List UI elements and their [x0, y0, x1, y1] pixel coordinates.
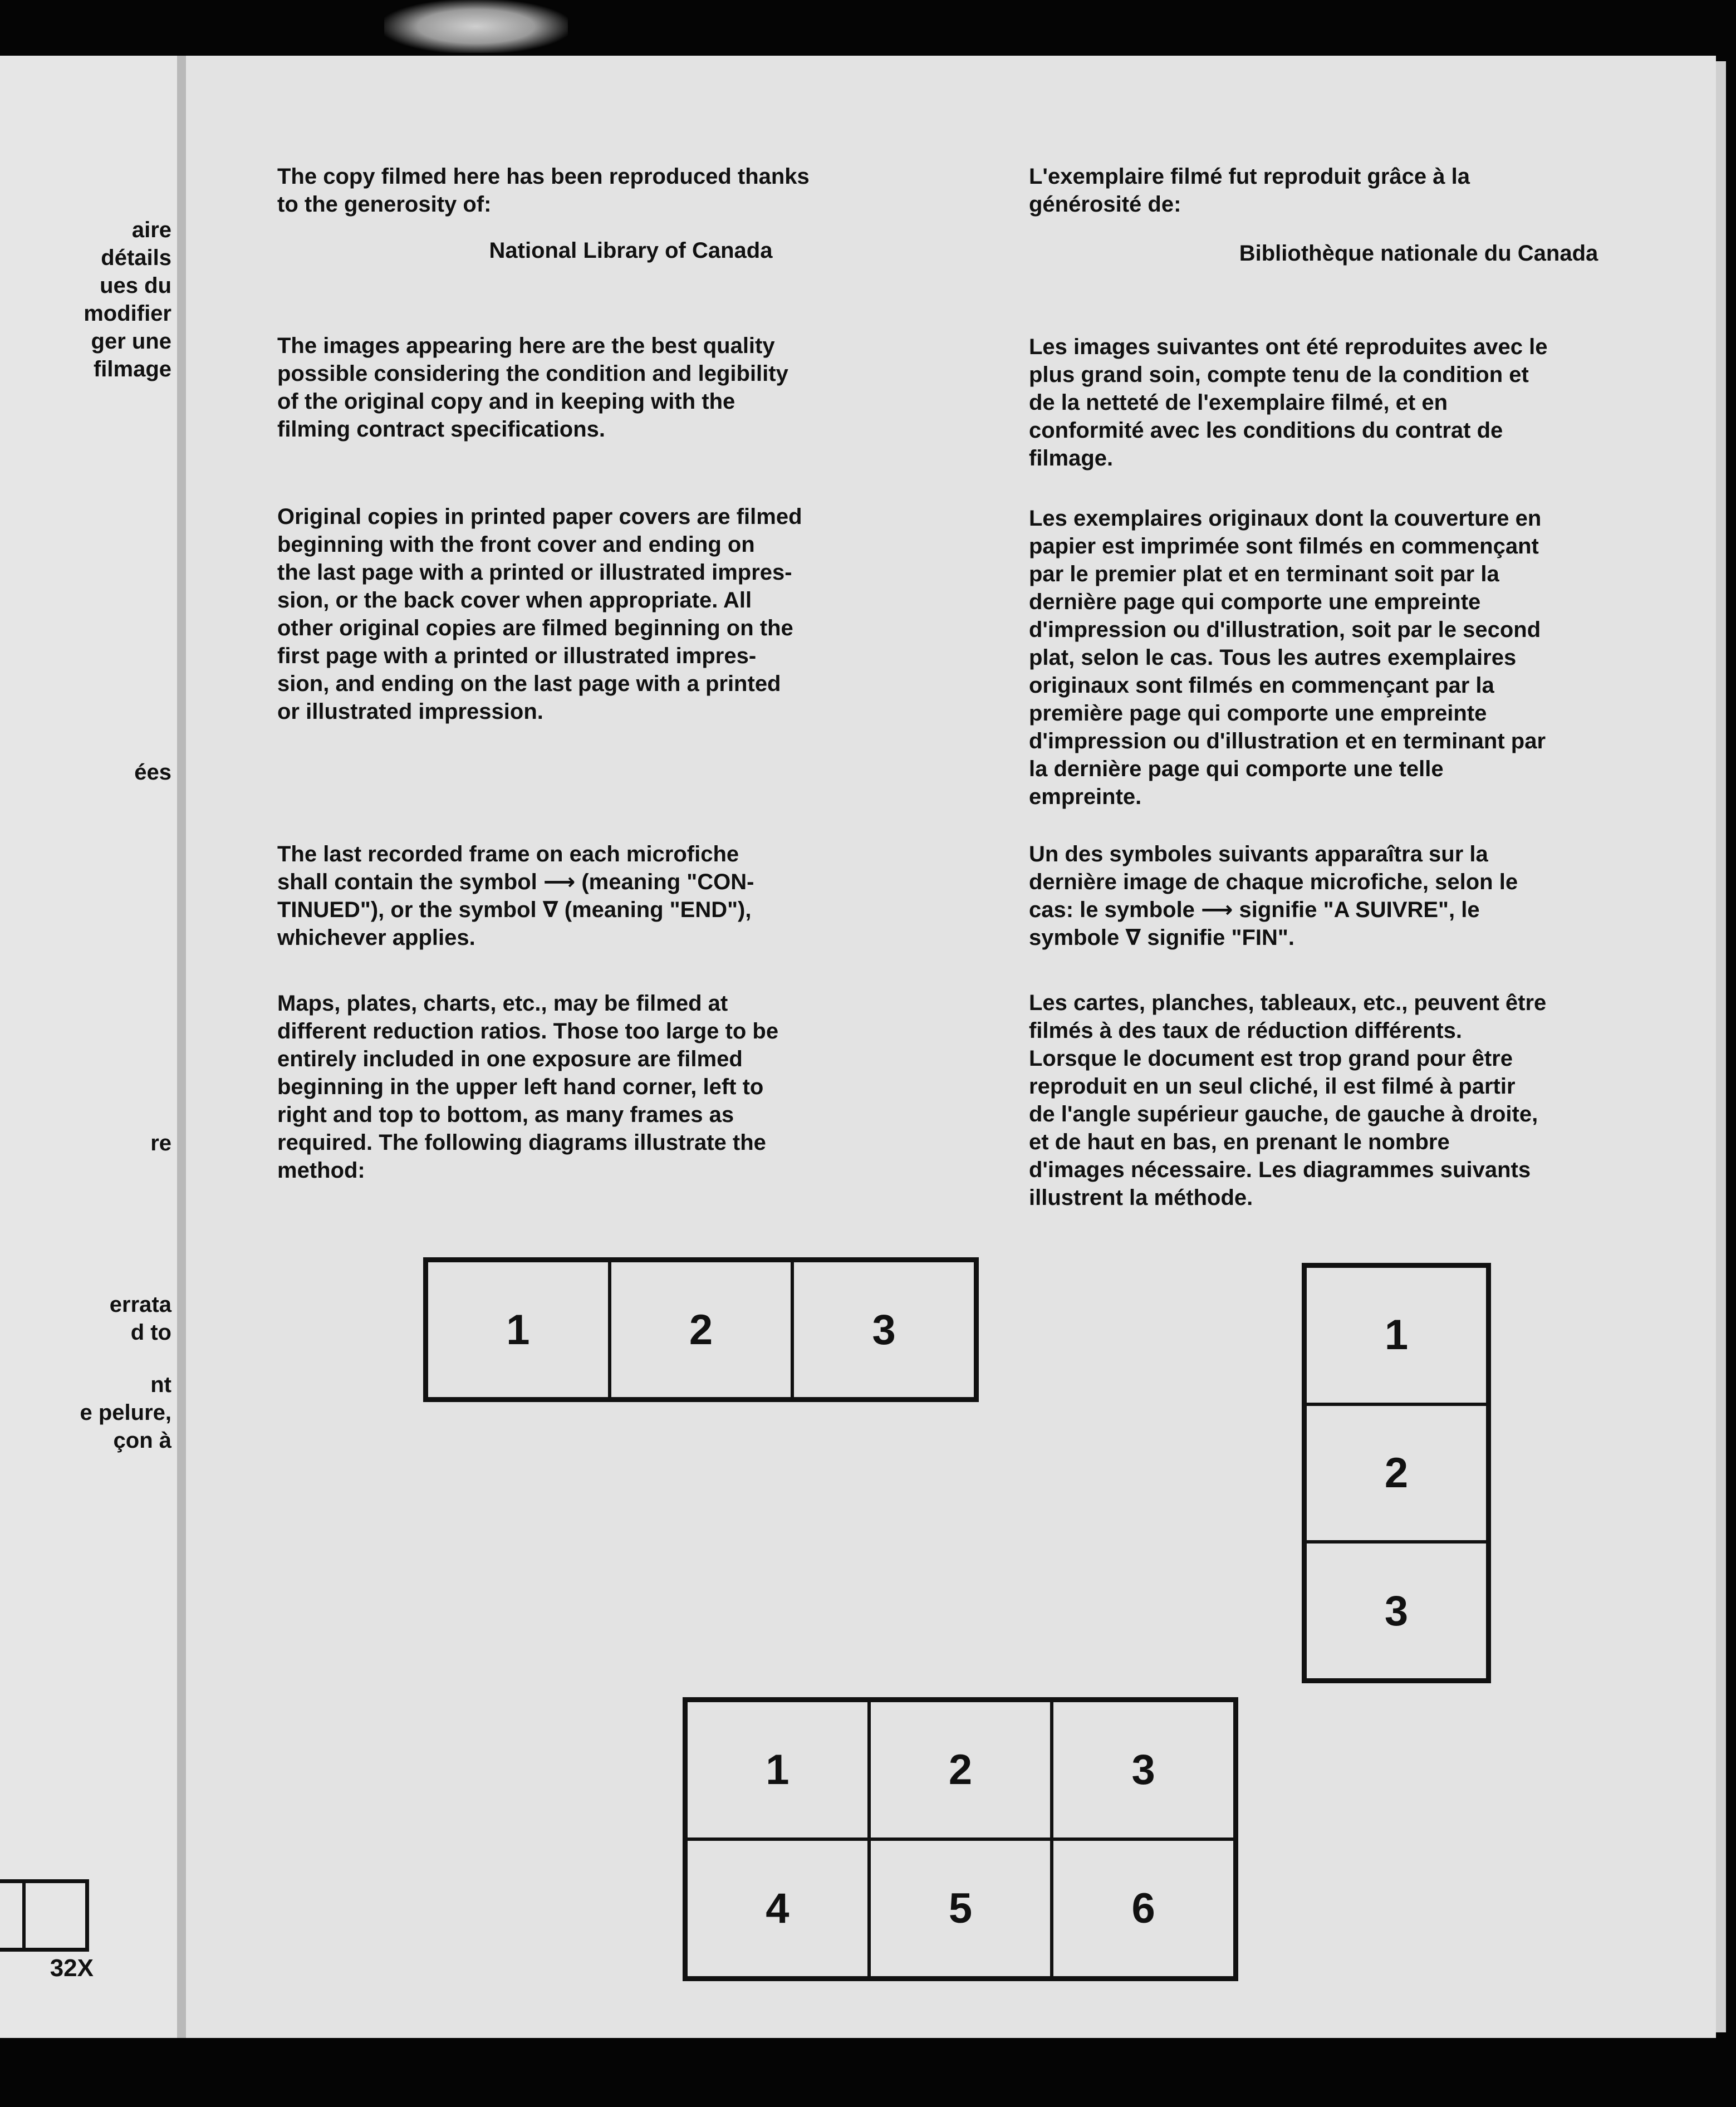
frame-cell: 3	[1305, 1542, 1488, 1680]
frame-cell: 2	[869, 1701, 1052, 1839]
diagram-grid	[683, 1697, 1238, 1981]
frame-cell: 4	[686, 1839, 869, 1978]
scale-label: 32X	[50, 1954, 94, 1982]
french-maps-paragraph: Les cartes, planches, tableaux, etc., peuvent être filmés à des taux de réduction différents. Lorsque le document est trop grand pour être reproduit en un seul cliché, il est filmé à partir de l'angle supérieur gauche, de gauche à droite, et de haut en bas, en prenant le nombre d'images nécessaire. Les diagrammes suivants illustrent la méthode.	[1029, 991, 1547, 1210]
left-fragment-line: re	[150, 1131, 171, 1155]
frame-cell: 3	[1052, 1701, 1235, 1839]
frame-cell: 1	[686, 1701, 869, 1839]
english-institution: National Library of Canada	[489, 238, 773, 263]
left-fragment-line: ées	[134, 760, 171, 785]
english-symbols-paragraph: The last recorded frame on each microfiche shall contain the symbol ⟶ (meaning "CON- TINUED"), or the symbol ∇ (meaning "END"), whichever applies.	[277, 842, 754, 950]
left-fragment-line: çon à	[113, 1428, 171, 1453]
left-fragment-line: e pelure,	[80, 1400, 171, 1425]
frame-cell: 2	[1305, 1404, 1488, 1542]
torn-paper-scrap	[384, 0, 568, 53]
left-fragment-line: ger une	[91, 329, 171, 354]
french-institution: Bibliothèque nationale du Canada	[1239, 241, 1598, 266]
left-fragment-line: nt	[150, 1373, 171, 1397]
english-intro: The copy filmed here has been reproduced thanks to the generosity of:	[277, 164, 810, 217]
frame-cell: 2	[610, 1261, 793, 1399]
english-maps-paragraph: Maps, plates, charts, etc., may be filmed at different reduction ratios. Those too large to be entirely included in one exposure are filmed beginning in the upper left hand corner, left to right and top to bottom, as many frames as required. The following diagrams illustrate the method:	[277, 991, 779, 1183]
left-fragment-line: d to	[130, 1320, 171, 1345]
left-page-fragment	[0, 56, 177, 2038]
frame-cell: 1	[1305, 1266, 1488, 1404]
diagram-horizontal	[423, 1257, 979, 1402]
french-intro: L'exemplaire filmé fut reproduit grâce à la générosité de:	[1029, 164, 1470, 217]
resolution-target-fragment	[0, 1879, 89, 1952]
left-fragment-line: détails	[101, 246, 171, 270]
page-gutter	[177, 56, 186, 2038]
english-quality-paragraph: The images appearing here are the best quality possible considering the condition and legibility of the original copy and in keeping with the filming contract specifications.	[277, 334, 788, 442]
french-quality-paragraph: Les images suivantes ont été reproduites avec le plus grand soin, compte tenu de la condition et de la netteté de l'exemplaire filmé, et en conformité avec les conditions du contrat de filmage.	[1029, 335, 1548, 471]
frame-cell: 1	[426, 1261, 610, 1399]
french-covers-paragraph: Les exemplaires originaux dont la couverture en papier est imprimée sont filmés en commençant par le premier plat et en terminant soit par la dernière page qui comporte une empreinte d'impression ou d'illustration, soit par le second plat, selon le cas. Tous les autres exemplaires originaux sont filmés en commençant par la première page qui comporte une empreinte d'impression ou d'illustration et en terminant par la dernière page qui comporte une telle empreinte.	[1029, 506, 1546, 809]
english-covers-paragraph: Original copies in printed paper covers are filmed beginning with the front cover and ending on the last page with a printed or illustrated impres- sion, or the back cover when appropriate. All other original copies are filmed beginning on the first page with a printed or illustrated impres- sion, and ending on the last page with a printed or illustrated impression.	[277, 504, 802, 724]
diagram-vertical	[1302, 1263, 1491, 1683]
left-fragment-line: aire	[131, 218, 171, 242]
frame-cell: 3	[792, 1261, 975, 1399]
left-fragment-line: filmage	[93, 357, 171, 381]
left-fragment-line: modifier	[84, 301, 171, 326]
frame-cell: 5	[869, 1839, 1052, 1978]
frame-cell: 6	[1052, 1839, 1235, 1978]
left-fragment-line: errata	[109, 1292, 171, 1317]
french-symbols-paragraph: Un des symboles suivants apparaîtra sur la dernière image de chaque microfiche, selon le cas: le symbole ⟶ signifie "A SUIVRE", le symbole ∇ signifie "FIN".	[1029, 842, 1518, 950]
left-fragment-line: ues du	[100, 273, 171, 298]
page-edge	[1716, 61, 1726, 2032]
